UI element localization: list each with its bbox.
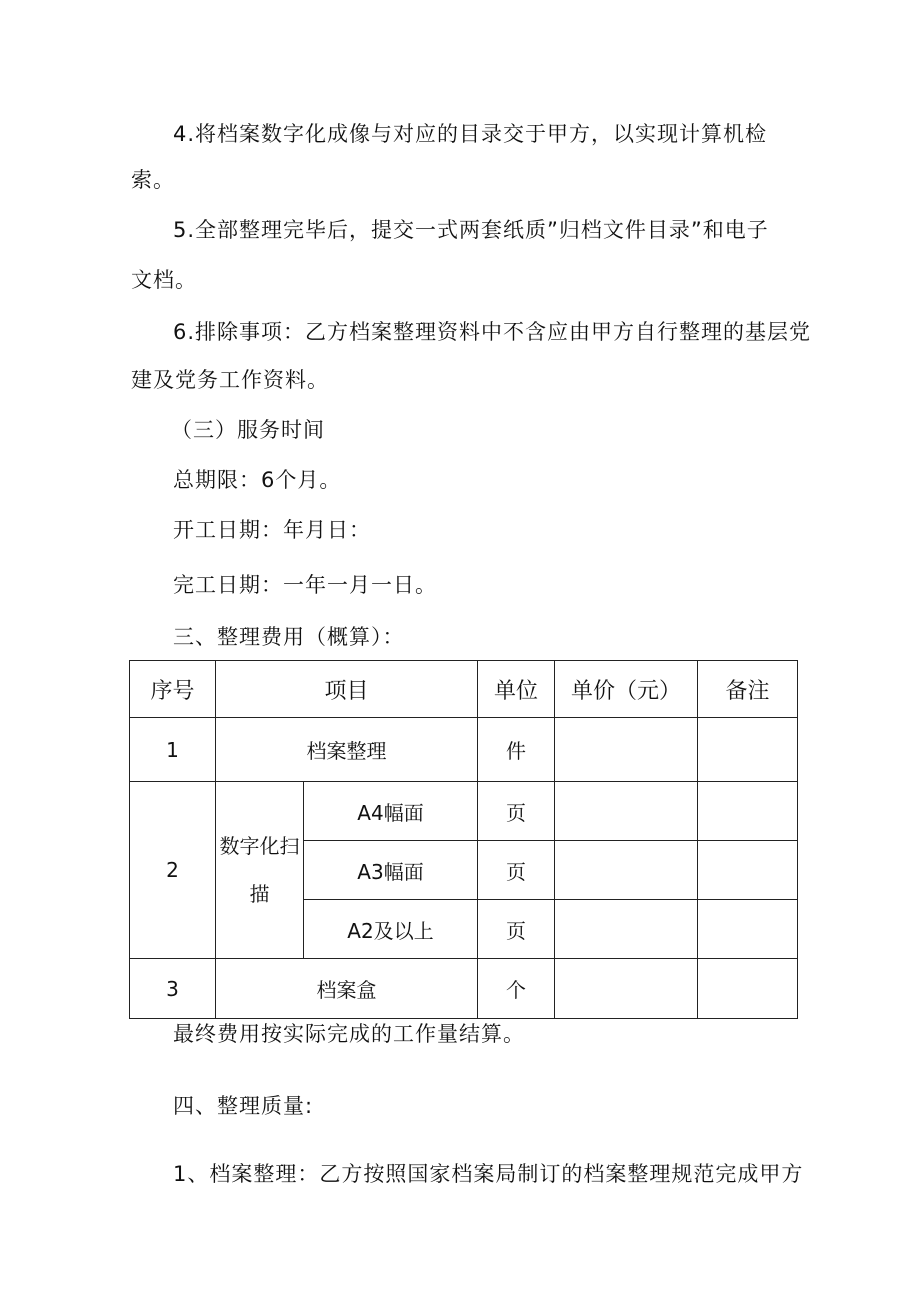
header-unit: 单位 [478,661,555,718]
row-unit-price [555,900,698,959]
row-unit: 页 [478,782,555,841]
row-remark [698,841,798,900]
header-seq: 序号 [130,661,216,718]
table-header-row [130,661,798,718]
paragraph-5-line-2: 文档。 [131,268,197,292]
header-remark: 备注 [698,661,798,718]
row-remark [698,900,798,959]
end-date: 完工日期：一年一月一日。 [173,573,437,597]
row-item: A3幅面 [304,841,478,900]
row-remark [698,959,798,1019]
fees-note: 最终费用按实际完成的工作量结算。 [173,1022,525,1046]
row-seq: 1 [130,718,216,782]
paragraph-4-line-1: 4.将档案数字化成像与对应的目录交于甲方，以实现计算机检 [173,122,768,146]
row-item: A2及以上 [304,900,478,959]
fee-table [129,660,798,1019]
row-unit: 个 [478,959,555,1019]
paragraph-4-line-2: 索。 [131,168,175,192]
row-item: A4幅面 [304,782,478,841]
table-row [130,718,798,782]
paragraph-5-line-1: 5.全部整理完毕后，提交一式两套纸质”归档文件目录”和电子 [173,218,769,242]
row-remark [698,782,798,841]
row-unit-price [555,959,698,1019]
row-group [216,782,304,959]
row-unit: 页 [478,841,555,900]
table-row [130,782,798,841]
row-unit-price [555,718,698,782]
total-period: 总期限：6个月。 [173,468,342,492]
row-unit-price [555,782,698,841]
start-date: 开工日期：年月日： [173,518,371,542]
paragraph-6-line-1: 6.排除事项：乙方档案整理资料中不含应由甲方自行整理的基层党 [173,320,812,344]
row-seq: 3 [130,959,216,1019]
service-time-heading: （三）服务时间 [171,418,325,442]
header-unit-price: 单价（元） [555,661,698,718]
paragraph-6-line-2: 建及党务工作资料。 [131,368,329,392]
row-item: 档案整理 [216,718,478,782]
row-item: 档案盒 [216,959,478,1019]
row-unit-price [555,841,698,900]
table-row [130,959,798,1019]
quality-item-1: 1、档案整理：乙方按照国家档案局制订的档案整理规范完成甲方 [173,1162,804,1186]
row-remark [698,718,798,782]
digitization-scan-label: 数字化扫描 [219,834,300,906]
row-unit: 页 [478,900,555,959]
row-seq: 2 [130,782,216,959]
quality-heading: 四、整理质量: [173,1094,314,1118]
header-item: 项目 [216,661,478,718]
fees-heading: 三、整理费用（概算）： [173,625,405,649]
row-unit: 件 [478,718,555,782]
